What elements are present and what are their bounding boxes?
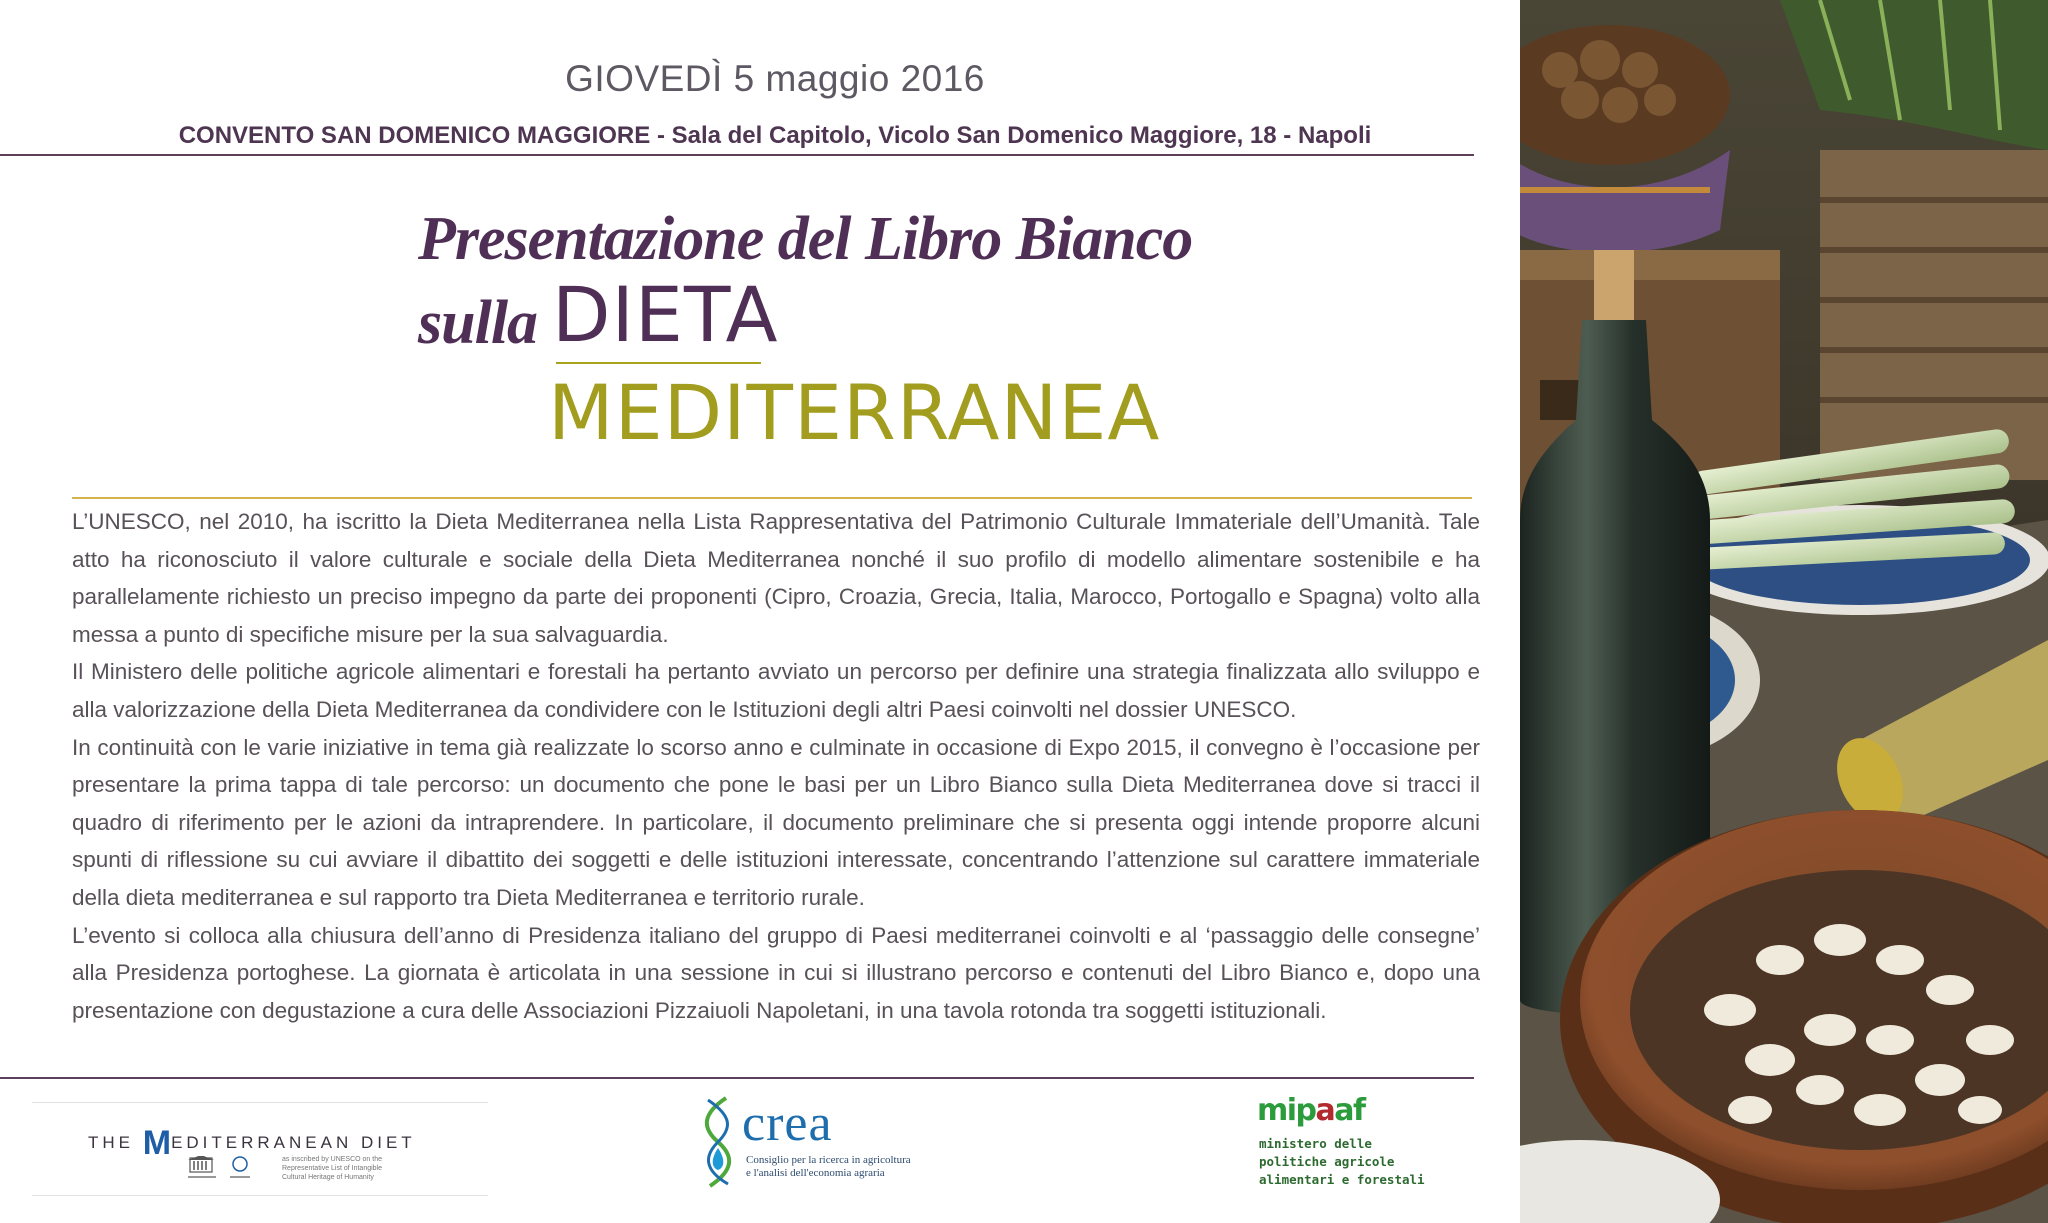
food-still-life-photo [1520,0,2048,1223]
photo-illustration [1520,0,2048,1223]
event-venue: CONVENTO SAN DOMENICO MAGGIORE - Sala del Capitolo, Vicolo San Domenico Maggiore, 18 - Napoli [178,122,1372,149]
mipaaf-logo [1257,1093,1425,1193]
event-date: GIOVEDÌ 5 maggio 2016 [565,58,985,99]
unesco-caption: as inscribed by UNESCO on the Representative List of Intangible Cultural Heritage of Humanity [282,1156,383,1181]
body-paragraph: L’UNESCO, nel 2010, ha iscritto la Dieta Mediterranea nella Lista Rappresentativa del Patrimonio Culturale Immateriale dell’Umanità. Tale atto ha riconosciuto il valore culturale e sociale della Dieta Mediterranea nonché il suo profilo di modello alimentare sostenibile e ha parallelamente richiesto un preciso impegno da parte dei proponenti (Cipro, Croazia, Grecia, Italia, Marocco, Portogallo e Spagna) volto alla messa a punto di specifiche misure per la sua salvaguardia. [72,509,1480,647]
crea-logo [690,1092,911,1192]
crea-caption: Consiglio per la ricerca in agricoltura e l'analisi dell'economia agraria [746,1154,911,1179]
title-sulla: sulla [418,289,538,357]
title-line-1: Presentazione del Libro Bianco [418,205,1193,273]
body-text [72,503,1480,1029]
mediterranean-diet-wordmark: THE MEDITERRANEAN DIET [88,1124,416,1162]
title-underline [556,362,761,364]
title-dieta: DIETA [552,270,779,359]
body-paragraph: In continuità con le varie iniziative in tema già realizzate lo scorso anno e culminate in occasione di Expo 2015, il convegno è l’occasione per presentare la prima tappa di tale percorso: un documento che pone le basi per un Libro Bianco sulla Dieta Mediterranea dove si tracci il quadro di riferimento per le azioni da intraprendere. In particolare, il documento preliminare che si presenta oggi intende proporre alcuni spunti di riflessione su cui avviare il dibattito dei soggetti e delle istituzioni interessate, concentrando l’attenzione sul carattere immateriale della dieta mediterranea e sul rapporto tra Dieta Mediterranea e territorio rurale. [72,734,1480,910]
divider-top [0,154,1474,156]
m-wave-icon: M [142,1124,172,1162]
body-paragraph: L’evento si colloca alla chiusura dell’anno di Presidenza italiano del gruppo di Paesi mediterranei coinvolti e al ‘passaggio delle consegne’ alla Presidenza portoghese. La giornata è articolata in una sessione in cui si illustrano percorso e contenuti del Libro Bianco e, dopo una presentazione con degustazione a cura delle Associazioni Pizzaiuoli Napoletani, in una tavola rotonda tra soggetti istituzionali. [72,922,1480,1023]
crea-dna-icon [696,1094,740,1190]
crea-wordmark: crea [742,1095,833,1152]
mipaaf-wordmark: mipaaf [1257,1093,1365,1128]
divider-bottom [0,1077,1474,1079]
title-mediterranea: MEDITERRANEA [548,368,1161,457]
body-paragraph: Il Ministero delle politiche agricole alimentari e forestali ha pertanto avviato un percorso per definire una strategia finalizzata allo sviluppo e alla valorizzazione della Dieta Mediterranea da condividere con le Istituzioni degli altri Paesi coinvolti nel dossier UNESCO. [72,659,1480,722]
unesco-icon [184,1156,254,1184]
divider-gold [72,497,1472,499]
mipaaf-caption: ministero delle politiche agricole alimentari e forestali [1259,1136,1425,1187]
mediterranean-diet-logo [32,1102,488,1196]
